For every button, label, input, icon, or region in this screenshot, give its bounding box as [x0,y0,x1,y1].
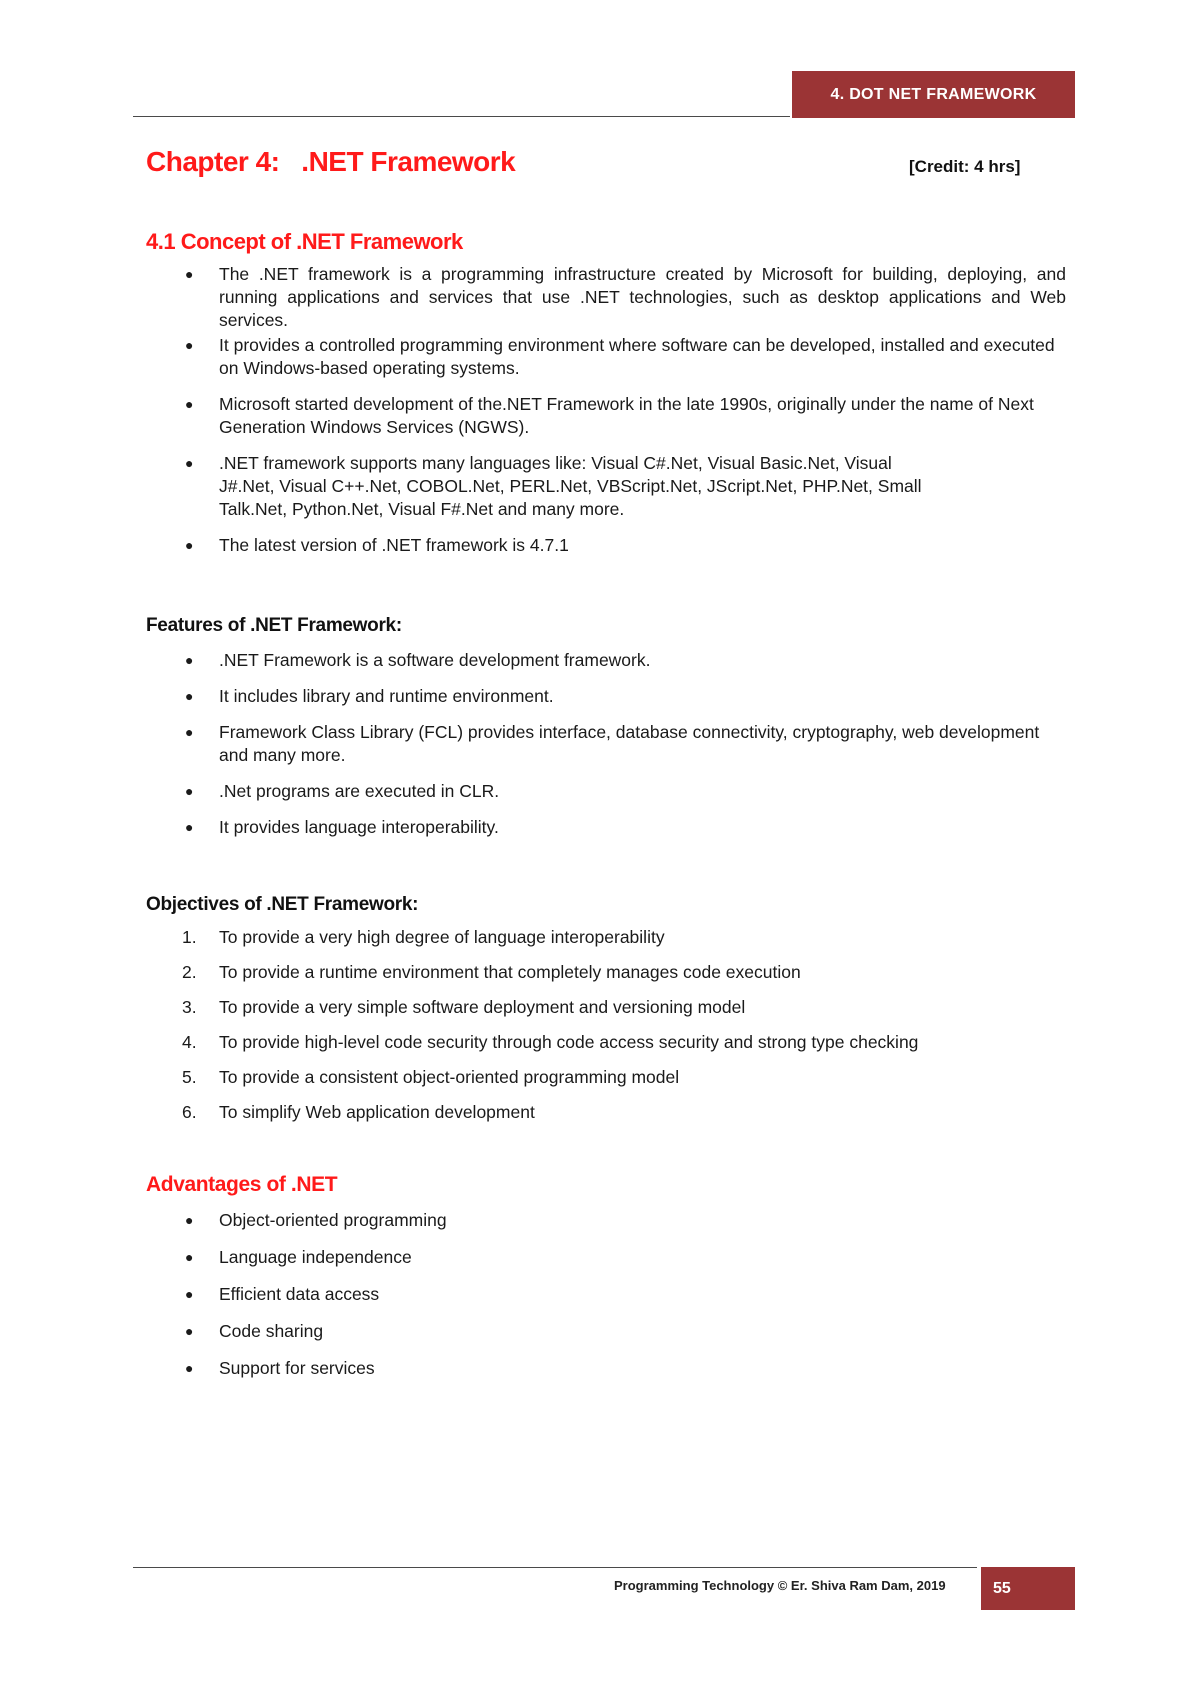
list-item: ● .NET Framework is a software development framework. [185,650,651,670]
list-item: ● It includes library and runtime environment. [185,686,554,706]
list-item: ● Support for services [185,1358,375,1378]
advantages-heading: Advantages of .NET [146,1173,338,1196]
list-item: 2. To provide a runtime environment that completely manages code execution [182,962,801,982]
bullet-icon: ● [185,1286,194,1302]
list-item: ● .NET framework supports many languages like: Visual C#.Net, Visual Basic.Net, Visual J#.Net, Visual C++.Net, COBOL.Net, PERL.Net, VBScript.Net, JScript.Net, PHP.Net, Small Talk.Net, Python.Net, Visual F#.Net and many more. [185,453,922,519]
bullet-icon: ● [185,783,194,799]
concept-heading: 4.1 Concept of .NET Framework [146,229,463,254]
bullet-icon: ● [185,266,194,282]
concept-list [146,263,1066,557]
bullet-icon: ● [185,455,194,471]
chapter-title: Chapter 4: .NET Framework [146,146,516,177]
bullet-icon: ● [185,337,194,353]
list-item: ● Code sharing [185,1321,324,1341]
bullet-icon: ● [185,396,194,412]
features-heading: Features of .NET Framework: [146,615,402,636]
footer-credit: Programming Technology © Er. Shiva Ram Dam, 2019 [614,1578,946,1593]
list-item: ● The .NET framework is a programming infrastructure created by Microsoft for building, deploying, and running applications and services that use .NET technologies, such as desktop applications and Web services. [185,264,1066,330]
bullet-icon: ● [185,724,194,740]
list-item: ● Framework Class Library (FCL) provides interface, database connectivity, cryptography, web development and many more. [185,722,1040,765]
list-item: ● It provides language interoperability. [185,817,499,837]
list-item: ● The latest version of .NET framework is 4.7.1 [185,535,569,555]
objectives-section [146,894,1066,1124]
bullet-icon: ● [185,1212,194,1228]
list-item: 4. To provide high-level code security through code access security and strong type checking [182,1032,919,1052]
list-item: 1. To provide a very high degree of language interoperability [182,927,665,947]
features-list [146,649,1066,839]
concept-section [146,229,1066,557]
list-item: 3. To provide a very simple software deployment and versioning model [182,997,746,1017]
footer-rule [133,1567,977,1568]
objectives-list [146,926,1066,1124]
chapter-tag: 4. DOT NET FRAMEWORK [792,71,1075,118]
bullet-icon: ● [185,652,194,668]
header-rule [133,116,790,117]
advantages-section [146,1173,1066,1380]
bullet-icon: ● [185,819,194,835]
credit-hours: [Credit: 4 hrs] [909,157,1021,176]
list-item: 5. To provide a consistent object-oriented programming model [182,1067,680,1087]
list-item: ● It provides a controlled programming environment where software can be developed, installed and executed on Windows-based operating systems. [185,335,1055,378]
list-item: ● Microsoft started development of the.NET Framework in the late 1990s, originally under the name of Next Generation Windows Services (NGWS). [185,394,1034,437]
bullet-icon: ● [185,537,194,553]
bullet-icon: ● [185,688,194,704]
list-item: 6. To simplify Web application development [182,1102,535,1122]
bullet-icon: ● [185,1360,194,1376]
objectives-heading: Objectives of .NET Framework: [146,894,419,915]
bullet-icon: ● [185,1249,194,1265]
list-item: ● .Net programs are executed in CLR. [185,781,500,801]
bullet-icon: ● [185,1323,194,1339]
list-item: ● Object-oriented programming [185,1210,447,1230]
page-number: 55 [981,1567,1075,1610]
list-item: ● Efficient data access [185,1284,380,1304]
list-item: ● Language independence [185,1247,412,1267]
features-section [146,615,1066,839]
advantages-list [146,1209,1066,1380]
